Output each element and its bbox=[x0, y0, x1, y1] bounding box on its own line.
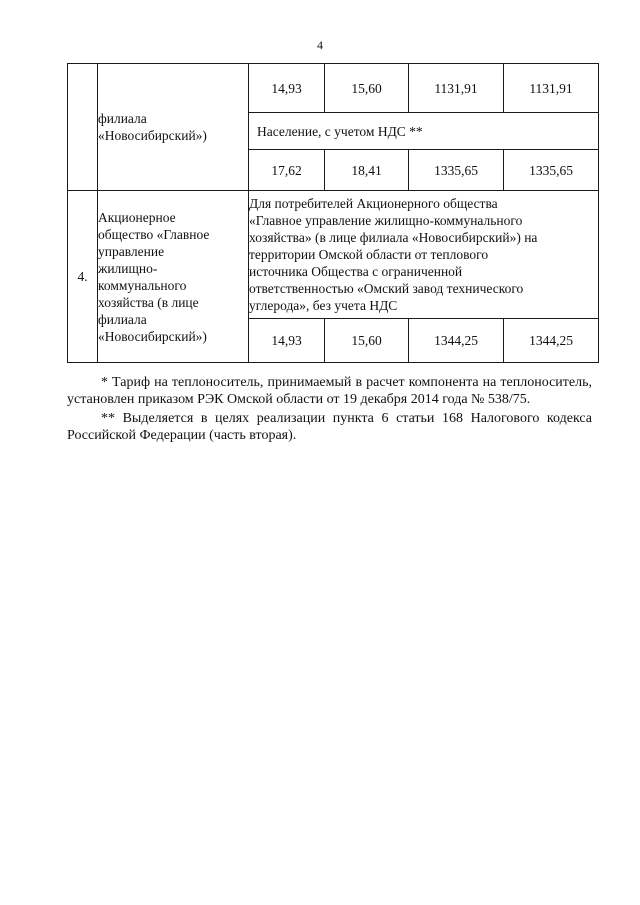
value-cell: 17,62 bbox=[249, 150, 325, 191]
description-line: источника Общества с ограниченной bbox=[249, 264, 463, 279]
consumer-description-cell bbox=[249, 191, 599, 319]
footnote-2: ** Выделяется в целях реализации пункта 6 статьи 168 Налогового кодекса Российской Федерации (часть вторая). bbox=[67, 411, 592, 443]
org-line: филиала bbox=[98, 311, 147, 327]
tariff-table bbox=[67, 63, 599, 363]
org-line: хозяйства (в лице bbox=[98, 294, 199, 310]
footnotes bbox=[67, 374, 592, 446]
org-line: управление bbox=[98, 243, 165, 259]
value-cell: 18,41 bbox=[325, 150, 409, 191]
value-cell: 14,93 bbox=[249, 64, 325, 113]
row-number-cell-empty bbox=[68, 64, 98, 191]
value-cell: 1344,25 bbox=[504, 319, 599, 363]
value-cell: 15,60 bbox=[325, 64, 409, 113]
value-cell: 14,93 bbox=[249, 319, 325, 363]
description-line: ответственностью «Омский завод технического bbox=[249, 281, 524, 296]
org-tail-line: филиала bbox=[98, 111, 147, 126]
org-line: «Новосибирский») bbox=[98, 328, 207, 344]
value-cell: 1344,25 bbox=[409, 319, 504, 363]
value-cell: 1131,91 bbox=[504, 64, 599, 113]
org-tail-line: «Новосибирский») bbox=[98, 128, 207, 143]
org-cell-continued bbox=[98, 64, 249, 191]
value-cell: 1335,65 bbox=[409, 150, 504, 191]
org-line: коммунального bbox=[98, 277, 187, 293]
org-line: общество «Главное bbox=[98, 226, 210, 242]
row-number-cell: 4. bbox=[68, 191, 98, 363]
value-cell: 1335,65 bbox=[504, 150, 599, 191]
subheader-cell: Население, с учетом НДС ** bbox=[249, 113, 599, 150]
table-row bbox=[68, 191, 599, 319]
description-line: Для потребителей Акционерного общества bbox=[249, 196, 498, 211]
value-cell: 15,60 bbox=[325, 319, 409, 363]
table-row bbox=[68, 64, 599, 113]
value-cell: 1131,91 bbox=[409, 64, 504, 113]
org-cell bbox=[98, 191, 249, 363]
org-line: жилищно- bbox=[98, 260, 158, 276]
org-line: Акционерное bbox=[98, 209, 176, 225]
description-line: территории Омской области от теплового bbox=[249, 247, 489, 262]
description-line: «Главное управление жилищно-коммунального bbox=[249, 213, 523, 228]
footnote-1: * Тариф на теплоноситель, принимаемый в расчет компонента на теплоноситель, установлен приказом РЭК Омской области от 19 декабря 2014 года № 538/75. bbox=[67, 375, 592, 407]
description-line: хозяйства» (в лице филиала «Новосибирский») на bbox=[249, 230, 538, 245]
page-number: 4 bbox=[317, 38, 323, 52]
description-line: углерода», без учета НДС bbox=[249, 298, 398, 313]
